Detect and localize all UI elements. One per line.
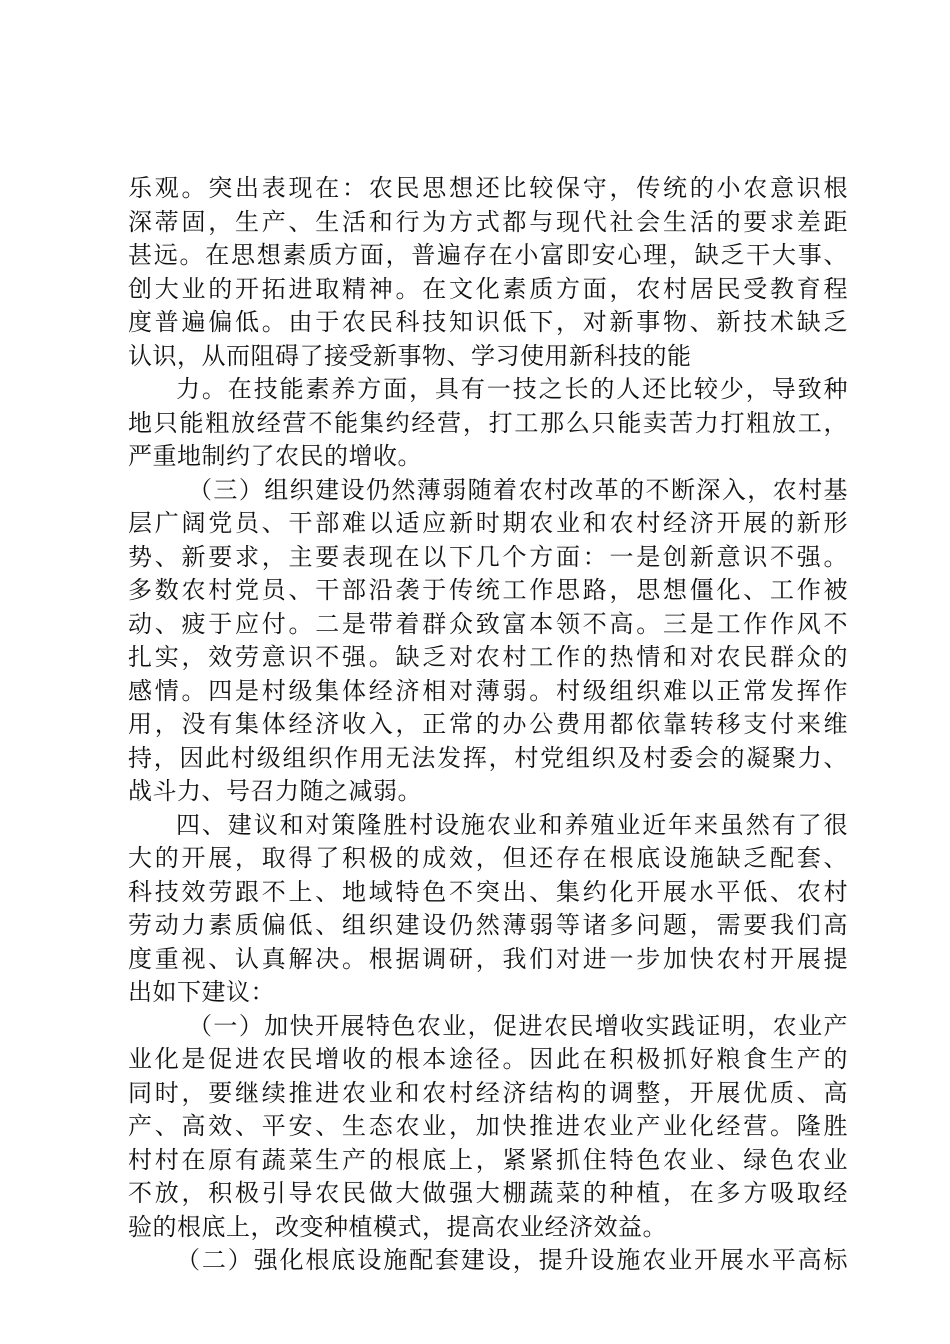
text-line: 产、高效、平安、生态农业，加快推进农业产业化经营。隆胜 bbox=[128, 1112, 848, 1140]
text-line: 严重地制约了农民的增收。 bbox=[128, 442, 422, 470]
text-line: 同时，要继续推进农业和农村经济结构的调整，开展优质、高 bbox=[128, 1078, 848, 1107]
text-line: 业化是促进农民增收的根本途径。因此在积极抓好粮食生产的 bbox=[128, 1045, 848, 1073]
text-line: 科技效劳跟不上、地域特色不突出、集约化开展水平低、农村 bbox=[128, 877, 848, 906]
text-line: （二）强化根底设施配套建设，提升设施农业开展水平高标 bbox=[176, 1246, 848, 1274]
text-line: 多数农村党员、干部沿袭于传统工作思路，思想僵化、工作被 bbox=[128, 576, 848, 604]
text-line: 深蒂固，生产、生活和行为方式都与现代社会生活的要求差距 bbox=[128, 207, 848, 236]
body-text bbox=[128, 172, 848, 1278]
text-line: 村村在原有蔬菜生产的根底上，紧紧抓住特色农业、绿色农业 bbox=[128, 1145, 848, 1174]
text-line: 创大业的开拓进取精神。在文化素质方面，农村居民受教育程 bbox=[128, 274, 848, 303]
text-line: 战斗力、号召力随之减弱。 bbox=[128, 777, 422, 805]
text-line: 用，没有集体经济收入，正常的办公费用都依靠转移支付来维 bbox=[128, 710, 848, 738]
text-line: 甚远。在思想素质方面，普遍存在小富即安心理，缺乏干大事、 bbox=[128, 241, 848, 269]
text-line: （三）组织建设仍然薄弱随着农村改革的不断深入，农村基 bbox=[188, 475, 848, 504]
text-line: 乐观。突出表现在：农民思想还比较保守，传统的小农意识根 bbox=[128, 174, 848, 202]
text-line: 不放，积极引导农民做大做强大棚蔬菜的种植，在多方吸取经 bbox=[128, 1179, 848, 1207]
text-line: 持，因此村级组织作用无法发挥，村党组织及村委会的凝聚力、 bbox=[128, 743, 848, 772]
text-line: 劳动力素质偏低、组织建设仍然薄弱等诸多问题，需要我们高 bbox=[128, 911, 848, 939]
text-line: （一）加快开展特色农业，促进农民增收实践证明，农业产 bbox=[188, 1011, 848, 1040]
text-line: 出如下建议： bbox=[128, 978, 275, 1006]
text-line: 力。在技能素养方面，具有一技之长的人还比较少，导致种 bbox=[176, 375, 848, 403]
text-line: 层广阔党员、干部难以适应新时期农业和农村经济开展的新形 bbox=[128, 509, 848, 537]
text-line: 地只能粗放经营不能集约经营，打工那么只能卖苦力打粗放工， bbox=[128, 408, 848, 437]
text-line: 度普遍偏低。由于农民科技知识低下，对新事物、新技术缺乏 bbox=[128, 308, 848, 336]
text-line: 认识，从而阻碍了接受新事物、学习使用新科技的能 bbox=[128, 341, 692, 370]
text-line: 动、疲于应付。二是带着群众致富本领不高。三是工作作风不 bbox=[128, 609, 848, 638]
text-line: 感情。四是村级集体经济相对薄弱。村级组织难以正常发挥作 bbox=[128, 676, 848, 705]
text-line: 四、建议和对策隆胜村设施农业和养殖业近年来虽然有了很 bbox=[176, 810, 848, 839]
text-line: 大的开展，取得了积极的成效，但还存在根底设施缺乏配套、 bbox=[128, 844, 848, 872]
text-line: 势、新要求，主要表现在以下几个方面：一是创新意识不强。 bbox=[128, 542, 848, 571]
text-line: 度重视、认真解决。根据调研，我们对进一步加快农村开展提 bbox=[128, 944, 848, 973]
text-line: 验的根底上，改变种植模式，提高农业经济效益。 bbox=[128, 1212, 667, 1241]
text-line: 扎实，效劳意识不强。缺乏对农村工作的热情和对农民群众的 bbox=[128, 643, 848, 671]
